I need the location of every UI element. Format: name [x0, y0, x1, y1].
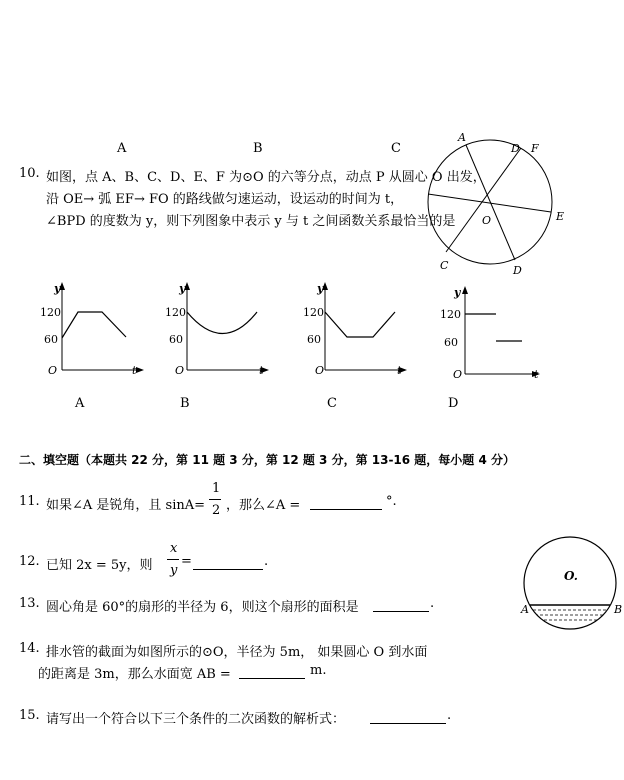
circle-label-o: O	[482, 214, 492, 227]
q12-text-b: =	[181, 554, 192, 569]
q11-answer-blank[interactable]	[310, 496, 382, 510]
circle-label-f: F	[531, 142, 539, 155]
svg-text:60: 60	[169, 333, 183, 346]
q12-text-a: 已知 2x = 5y，则	[46, 558, 153, 573]
svg-text:t: t	[132, 364, 137, 377]
q11-frac-den: 2	[212, 503, 221, 518]
circle-label-a: A	[458, 131, 466, 144]
circle-label-d-top: D	[511, 142, 520, 155]
svg-text:120: 120	[40, 306, 61, 319]
q13-text: 圆心角是 60°的扇形的半径为 6，则这个扇形的面积是	[46, 600, 359, 615]
svg-text:120: 120	[303, 306, 324, 319]
q9-choice-b: B	[253, 141, 263, 156]
q12-frac-den: y	[170, 563, 178, 578]
q15-number: 15.	[19, 708, 40, 723]
svg-text:O: O	[48, 364, 58, 377]
svg-text:y: y	[54, 282, 61, 295]
pipe-label-b: B	[614, 603, 623, 616]
q12-frac-bar	[167, 559, 179, 560]
q11-frac-num: 1	[212, 481, 221, 496]
q14-answer-blank[interactable]	[239, 665, 305, 679]
q11-number: 11.	[19, 494, 40, 509]
svg-text:y: y	[317, 282, 324, 295]
svg-text:120: 120	[165, 306, 186, 319]
q14-end: m.	[310, 663, 327, 678]
q14-line1: 排水管的截面为如图所示的⊙O，半径为 5m， 如果圆心 O 到水面	[46, 645, 428, 660]
svg-text:O: O	[315, 364, 325, 377]
q11-text-b: ，那么∠A =	[226, 498, 301, 513]
graph-b	[165, 280, 275, 385]
q15-text: 请写出一个符合以下三个条件的二次函数的解析式：	[46, 712, 346, 727]
graph-d	[438, 284, 548, 389]
svg-text:60: 60	[307, 333, 321, 346]
q11-text-c: °.	[386, 494, 397, 509]
svg-text:t: t	[259, 364, 264, 377]
q10-option-b: B	[180, 396, 190, 411]
circle-label-e: E	[556, 210, 565, 223]
q10-option-d: D	[448, 396, 459, 411]
q13-number: 13.	[19, 596, 40, 611]
pipe-label-a: A	[521, 603, 529, 616]
q9-choice-c: C	[391, 141, 401, 156]
q12-text-c: .	[264, 554, 269, 569]
q10-line1: 如图，点 A、B、C、D、E、F 为⊙O 的六等分点，动点 P 从圆心 O 出发，	[46, 170, 486, 185]
q14-number: 14.	[19, 641, 40, 656]
q13-end: .	[430, 596, 435, 611]
graph-c	[303, 280, 413, 385]
svg-text:t: t	[397, 364, 402, 377]
pipe-label-o: O.	[564, 569, 578, 583]
svg-text:y: y	[454, 286, 461, 299]
svg-text:60: 60	[444, 336, 458, 349]
circle-label-d: D	[513, 264, 522, 277]
q9-choice-a: A	[117, 141, 127, 156]
q11-text-a: 如果∠A 是锐角，且 sinA=	[46, 498, 206, 513]
q12-number: 12.	[19, 554, 40, 569]
q10-option-c: C	[327, 396, 337, 411]
svg-text:t: t	[534, 368, 539, 381]
q14-line2: 的距离是 3m，那么水面宽 AB =	[38, 667, 231, 682]
svg-text:60: 60	[44, 333, 58, 346]
svg-text:y: y	[179, 282, 186, 295]
q10-line3: ∠BPD 的度数为 y，则下列图象中表示 y 与 t 之间函数关系最恰当的是	[46, 214, 456, 229]
svg-text:O: O	[453, 368, 463, 381]
q14-pipe-figure	[518, 534, 624, 640]
q13-answer-blank[interactable]	[373, 598, 429, 612]
q10-number: 10.	[19, 166, 40, 181]
q10-circle-figure	[418, 130, 568, 280]
q15-end: .	[447, 708, 452, 723]
svg-text:O: O	[175, 364, 185, 377]
q10-option-a: A	[75, 396, 85, 411]
svg-text:120: 120	[440, 308, 461, 321]
q10-line2: 沿 OE→ 弧 EF→ FO 的路线做匀速运动，设运动的时间为 t，	[46, 192, 404, 207]
q11-frac-bar	[209, 499, 221, 500]
q12-answer-blank[interactable]	[193, 556, 263, 570]
q12-frac-num: x	[170, 541, 178, 556]
q15-answer-blank[interactable]	[370, 710, 446, 724]
graph-a	[40, 280, 150, 385]
section2-title: 二、填空题（本题共 22 分，第 11 题 3 分，第 12 题 3 分，第 13-16 题，每小题 4 分）	[19, 453, 516, 467]
circle-label-c: C	[440, 259, 449, 272]
